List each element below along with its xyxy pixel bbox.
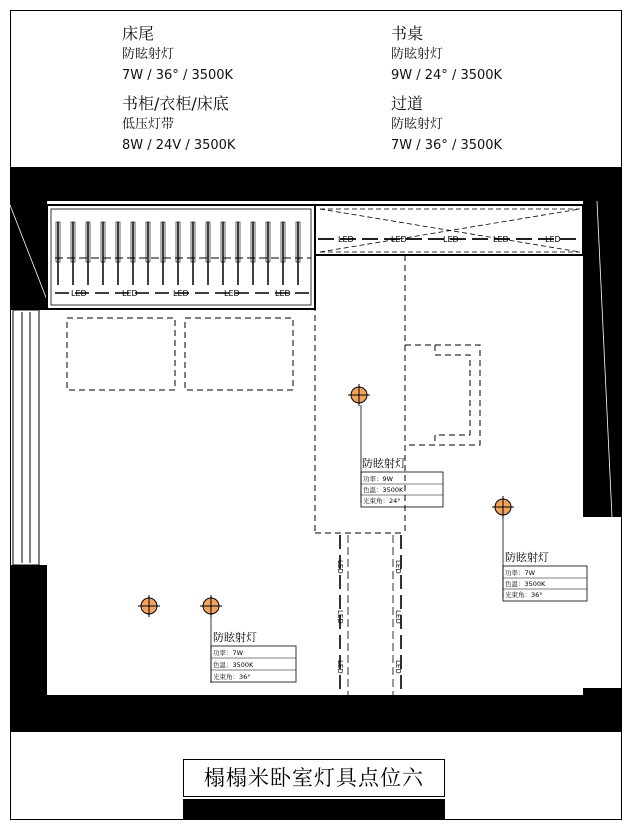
- tag-cct: 色温：3500K: [213, 661, 254, 669]
- top-wall: [10, 167, 622, 201]
- tag-power: 功率：7W: [213, 649, 244, 657]
- led-label: LED: [338, 235, 354, 244]
- tag-name: 防眩射灯: [213, 631, 257, 644]
- spotlight-bed-end-2: [200, 595, 222, 617]
- chair-outline: [435, 345, 470, 445]
- right-wall-lower: [583, 688, 622, 695]
- legend-spec: 7W / 36° / 3500K: [391, 138, 503, 153]
- led-label: LED: [391, 235, 407, 244]
- title-underline-bar: [183, 799, 445, 819]
- legend-spec: 7W / 36° / 3500K: [122, 68, 234, 83]
- left-wall-upper: [10, 201, 47, 310]
- spotlight-corridor: [492, 496, 514, 518]
- tag-angle: 光束角：24°: [363, 497, 401, 505]
- tag-name: 防眩射灯: [362, 457, 406, 470]
- left-wall-lower: [10, 565, 47, 695]
- tag-corridor: [503, 550, 587, 601]
- right-wall-upper: [583, 201, 622, 517]
- tag-cct: 色温：3500K: [505, 580, 546, 588]
- tag-angle: 光束角：36°: [505, 591, 543, 599]
- tag-cct: 色温：3500K: [363, 486, 404, 494]
- led-label: LED: [394, 660, 402, 674]
- tag-power: 功率：7W: [505, 569, 536, 577]
- led-label: LED: [394, 610, 402, 624]
- legend-spec: 9W / 24° / 3500K: [391, 68, 503, 83]
- window: [13, 310, 39, 565]
- legend-area: 床尾: [122, 24, 155, 43]
- tatami-cushion: [185, 318, 293, 390]
- led-label: LED: [394, 560, 402, 574]
- legend-spec: 8W / 24V / 3500K: [122, 138, 236, 153]
- led-label: LED: [173, 289, 189, 298]
- tag-bed-end: [211, 630, 296, 682]
- led-label: LED: [71, 289, 87, 298]
- led-label: LED: [545, 235, 561, 244]
- tag-desk: [361, 456, 443, 507]
- spotlight-desk: [348, 384, 370, 406]
- led-label: LED: [336, 660, 344, 674]
- legend-type: 防眩射灯: [122, 47, 175, 62]
- led-label: LED: [336, 610, 344, 624]
- chair-outline: [405, 345, 480, 445]
- tatami-cushion: [67, 318, 175, 390]
- legend-type: 低压灯带: [122, 117, 175, 132]
- spotlight-bed-end-1: [138, 595, 160, 617]
- legend-area: 书桌: [391, 24, 424, 43]
- led-label: LED: [443, 235, 459, 244]
- legend-area: 书柜/衣柜/床底: [122, 94, 229, 113]
- tag-angle: 光束角：36°: [213, 673, 251, 681]
- legend-type: 防眩射灯: [391, 47, 444, 62]
- drawing-title: 榻榻米卧室灯具点位六: [183, 759, 445, 797]
- led-label: LED: [336, 560, 344, 574]
- bottom-wall: [10, 695, 622, 732]
- led-label: LED: [275, 289, 291, 298]
- led-label: LED: [122, 289, 138, 298]
- corridor-led-labels: [336, 560, 402, 674]
- legend-area: 过道: [391, 94, 424, 113]
- legend-type: 防眩射灯: [391, 117, 444, 132]
- led-label: LED: [224, 289, 240, 298]
- led-label: LED: [493, 235, 509, 244]
- tag-power: 功率：9W: [363, 475, 394, 483]
- tag-name: 防眩射灯: [505, 551, 549, 564]
